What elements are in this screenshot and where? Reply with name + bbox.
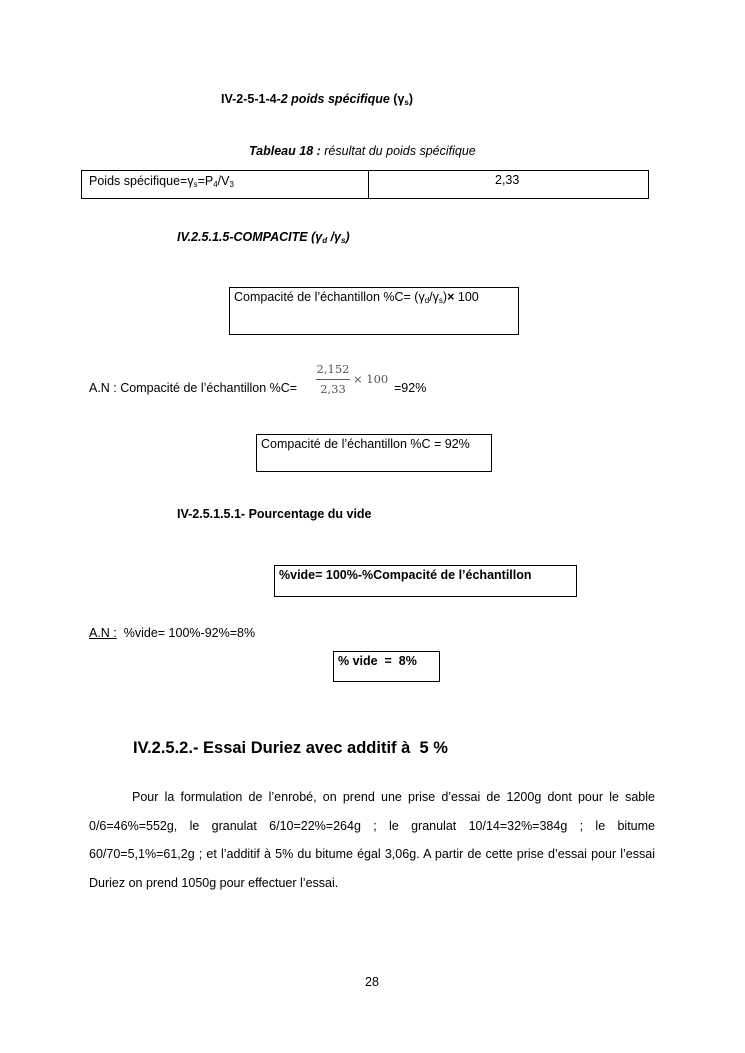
gamma-symbol: (γ bbox=[393, 92, 405, 106]
fraction-line bbox=[316, 379, 350, 380]
label-part: Poids spécifique=γ bbox=[89, 174, 194, 188]
label-sub: 4 bbox=[213, 180, 218, 189]
gamma-subscript: s bbox=[404, 98, 409, 107]
section-heading-poids-specifique bbox=[221, 92, 413, 107]
result-box-compacite bbox=[256, 434, 492, 472]
title-sub: s bbox=[340, 236, 346, 245]
label-part: /V bbox=[217, 174, 230, 188]
an-vide-label: A.N : bbox=[89, 626, 117, 640]
formula-part: Compacité de l’échantillon %C= (γ bbox=[234, 290, 425, 304]
fraction-numerator: 2,152 bbox=[316, 362, 350, 376]
label-sub: 3 bbox=[229, 180, 234, 189]
title-part: /γ bbox=[327, 230, 341, 244]
formula-sub: d bbox=[424, 296, 430, 305]
formula-part: 100 bbox=[454, 290, 479, 304]
section-number: IV-2-5-1-4- bbox=[221, 92, 281, 106]
an-compacite-result: =92% bbox=[394, 381, 427, 395]
body-paragraph bbox=[89, 783, 655, 897]
table-caption bbox=[249, 144, 476, 158]
page-number: 28 bbox=[365, 975, 379, 989]
section-heading-compacite bbox=[177, 230, 350, 245]
label-part: =P bbox=[197, 174, 214, 188]
paragraph-text: Pour la formulation de l’enrobé, on prend une prise d’essai de 1200g dont pour le sable 0/6=46%=552g, le granulat 6/10=22%=264g ; le granulat 10/14=32%=384g ; le bitume 60/70=5,1%=61,2g ; et l’additif à 5% du bitume égal 3,06g. A partir de cette prise d’essai pour l’essai Duriez on prend 1050g pour effectuer l’essai. bbox=[89, 790, 655, 890]
table-18 bbox=[81, 170, 649, 199]
gamma-close: ) bbox=[408, 92, 414, 106]
fraction-denominator: 2,33 bbox=[320, 382, 346, 396]
table-row-label bbox=[89, 174, 234, 189]
section-title: 2 poids spécifique bbox=[280, 92, 390, 106]
table-row-value: 2,33 bbox=[495, 173, 520, 187]
title-part: ) bbox=[345, 230, 350, 244]
result-vide: % vide = 8% bbox=[338, 654, 417, 668]
times-symbol: × bbox=[447, 290, 455, 304]
table-caption-text: résultat du poids spécifique bbox=[320, 144, 476, 158]
formula-sub: s bbox=[438, 296, 443, 305]
fraction-times: × 100 bbox=[353, 372, 389, 386]
formula-box-vide bbox=[274, 565, 577, 597]
formula-box-compacite bbox=[229, 287, 519, 335]
label-sub: s bbox=[193, 180, 198, 189]
table-caption-label: Tableau 18 : bbox=[249, 144, 321, 158]
result-box-vide bbox=[333, 651, 440, 682]
table-cell-label bbox=[81, 170, 369, 199]
section-heading-pourcentage-vide: IV-2.5.1.5.1- Pourcentage du vide bbox=[177, 507, 372, 521]
formula-part: /γ bbox=[429, 290, 439, 304]
an-vide-text: %vide= 100%-92%=8% bbox=[116, 626, 256, 640]
title-sub: d bbox=[322, 236, 328, 245]
result-compacite: Compacité de l’échantillon %C = 92% bbox=[261, 437, 470, 451]
formula-part: ) bbox=[442, 290, 448, 304]
formula-compacite bbox=[234, 290, 479, 305]
an-compacite-label: A.N : Compacité de l’échantillon %C= bbox=[89, 381, 298, 395]
an-vide bbox=[89, 626, 255, 640]
section-heading-essai-duriez: IV.2.5.2.- Essai Duriez avec additif à 5 % bbox=[133, 739, 448, 757]
formula-vide: %vide= 100%-%Compacité de l’échantillon bbox=[279, 568, 532, 582]
compacite-title: IV.2.5.1.5-COMPACITE (γ bbox=[177, 230, 323, 244]
